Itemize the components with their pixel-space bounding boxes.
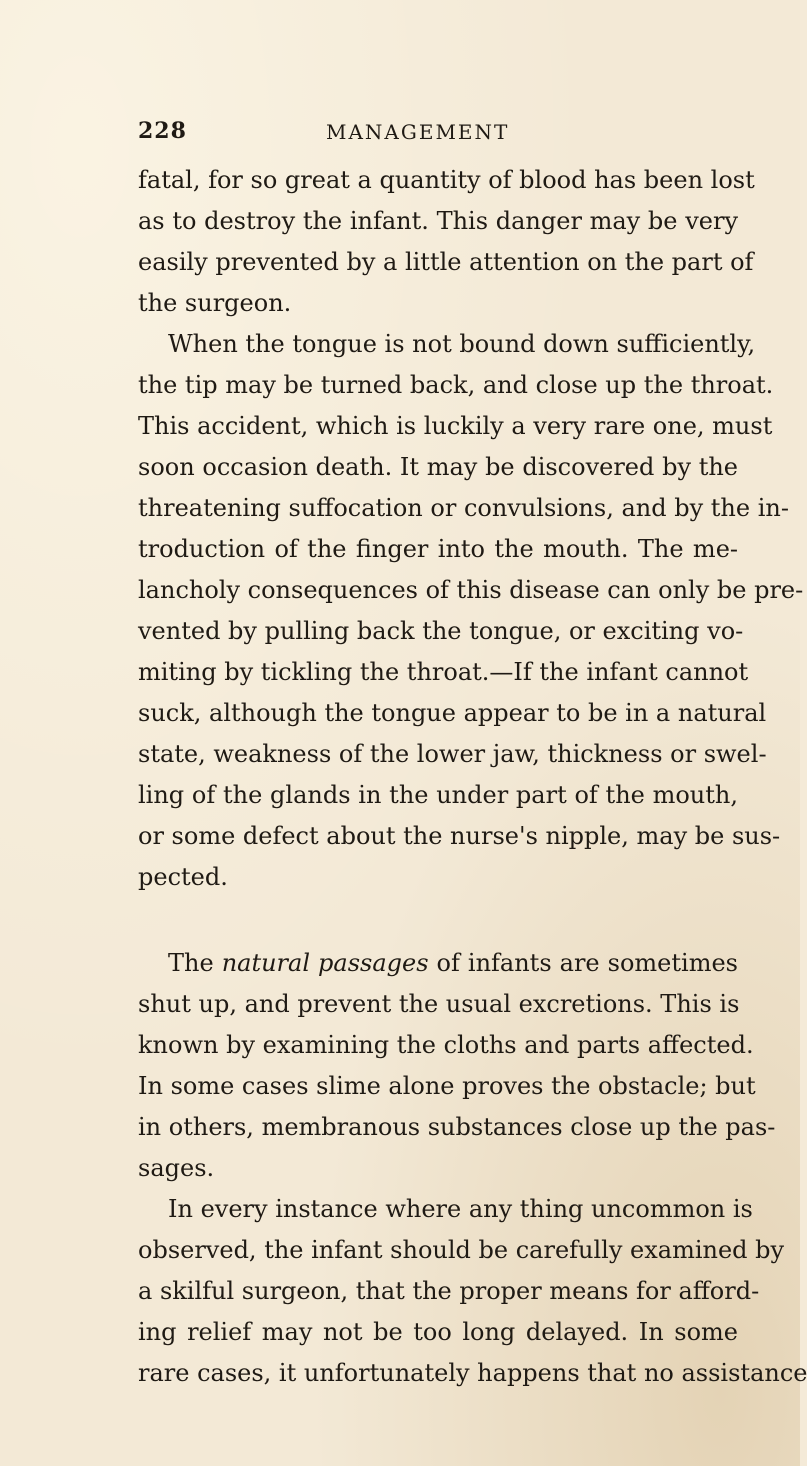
text-line: a skilful surgeon, that the proper means for afford- (138, 1277, 760, 1305)
text-line: soon occasion death. It may be discovered by the (138, 453, 738, 481)
text-line: state, weakness of the lower jaw, thickness or swel- (138, 740, 767, 768)
text-line: pected. (138, 863, 228, 891)
paragraph-1 (138, 160, 755, 324)
text-line: or some defect about the nurse's nipple, may be sus- (138, 822, 781, 850)
text-line: in others, membranous substances close up the pas- (138, 1113, 776, 1141)
body-text (138, 160, 807, 1394)
italic-phrase: natural passages (221, 949, 429, 977)
paragraph-3 (138, 943, 776, 1189)
text-line: sages. (138, 1154, 215, 1182)
page-header (138, 118, 738, 148)
text-line: troduction of the finger into the mouth. The me- (138, 535, 738, 563)
line-remainder: of infants are sometimes (436, 949, 738, 977)
text-line: threatening suffocation or convulsions, and by the in- (138, 494, 789, 522)
text-line: miting by tickling the throat.—If the infant cannot (138, 658, 749, 686)
paragraph-2 (138, 324, 804, 898)
paragraph-4 (138, 1189, 807, 1394)
text-line: as to destroy the infant. This danger may be very (138, 207, 738, 235)
text-line: easily prevented by a little attention on the part of (138, 248, 754, 276)
text-line: suck, although the tongue appear to be in a natural (138, 699, 767, 727)
text-line: rare cases, it unfortunately happens that no assistance (138, 1359, 807, 1387)
word-the: The (168, 949, 214, 977)
text-line (138, 943, 738, 984)
running-head: MANAGEMENT (326, 120, 510, 144)
text-line: When the tongue is not bound down sufficiently, (168, 330, 756, 358)
text-line: ing relief may not be too long delayed. In some (138, 1318, 738, 1346)
text-line: observed, the infant should be carefully examined by (138, 1236, 785, 1264)
text-line: lancholy consequences of this disease can only be pre- (138, 576, 804, 604)
text-line: shut up, and prevent the usual excretions. This is (138, 990, 740, 1018)
page-number: 228 (138, 118, 187, 144)
text-line: fatal, for so great a quantity of blood has been lost (138, 166, 755, 194)
paragraph-gap (138, 898, 738, 943)
text-line: the surgeon. (138, 289, 292, 317)
text-line: In every instance where any thing uncommon is (168, 1195, 753, 1223)
text-line: vented by pulling back the tongue, or exciting vo- (138, 617, 744, 645)
text-line: ling of the glands in the under part of the mouth, (138, 781, 738, 809)
text-line: known by examining the cloths and parts affected. (138, 1031, 754, 1059)
text-line: This accident, which is luckily a very rare one, must (138, 412, 773, 440)
text-line: In some cases slime alone proves the obstacle; but (138, 1072, 756, 1100)
text-line: the tip may be turned back, and close up the throat. (138, 371, 774, 399)
